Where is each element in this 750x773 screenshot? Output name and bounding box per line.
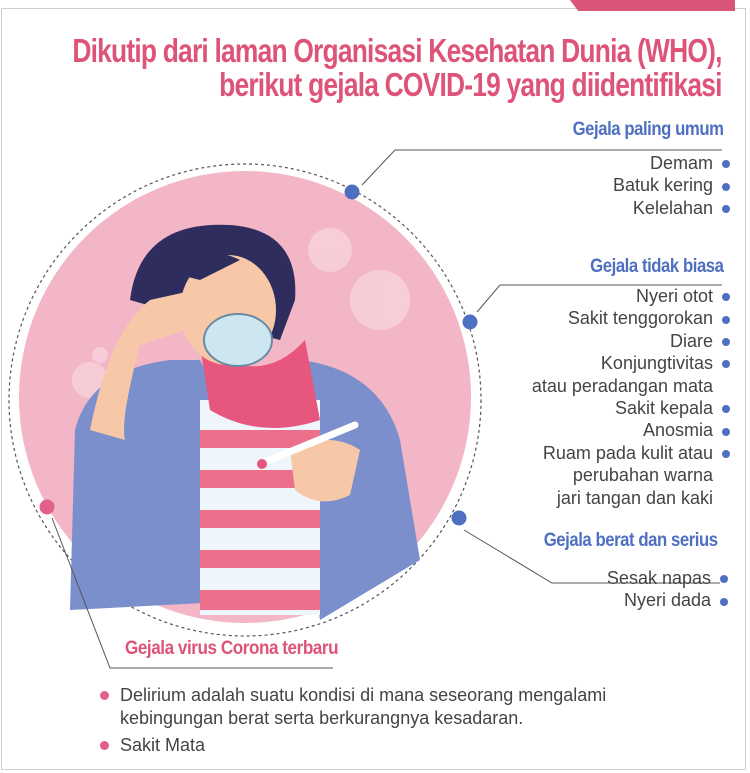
list-item: Sesak napas xyxy=(607,567,728,589)
list-item: Konjungtivitas xyxy=(532,352,730,374)
bullet-icon xyxy=(722,183,730,191)
dot-common xyxy=(345,185,360,200)
list-item: Demam xyxy=(613,152,730,174)
bullet-icon xyxy=(100,741,109,750)
bullet-icon xyxy=(100,691,109,700)
bullet-icon xyxy=(722,316,730,324)
list-item: Nyeri dada xyxy=(607,589,728,611)
bullet-icon xyxy=(722,405,730,413)
list-item: Anosmia xyxy=(532,419,730,441)
list-item: Sakit tenggorokan xyxy=(532,307,730,329)
list-item: Diare xyxy=(532,330,730,352)
list-item: Delirium adalah suatu kondisi di mana seseorang mengalami kebingungan berat serta berkurangnya kesadaran. xyxy=(100,684,660,730)
title-line-2: berikut gejala COVID-19 yang diidentifikasi xyxy=(219,66,722,103)
list-newest xyxy=(100,684,660,761)
bullet-icon xyxy=(722,428,730,436)
list-item: Sakit Mata xyxy=(100,734,660,757)
list-item-cont: atau peradangan mata xyxy=(531,375,713,396)
bullet-icon xyxy=(720,598,728,606)
title-line-1: Dikutip dari laman Organisasi Kesehatan Dunia (WHO), xyxy=(72,32,722,69)
heading-uncommon: Gejala tidak biasa xyxy=(590,256,724,277)
bullet-icon xyxy=(722,338,730,346)
bullet-icon xyxy=(722,205,730,213)
list-item: Kelelahan xyxy=(613,197,730,219)
list-severe xyxy=(607,567,728,612)
list-uncommon xyxy=(532,285,730,509)
bullet-icon xyxy=(720,575,728,583)
heading-common: Gejala paling umum xyxy=(573,119,724,140)
heading-severe: Gejala berat dan serius xyxy=(544,530,718,551)
face-mask xyxy=(204,314,272,366)
bullet-icon xyxy=(722,360,730,368)
list-item: Ruam pada kulit atau xyxy=(532,442,730,464)
list-item-cont: jari tangan dan kaki xyxy=(556,487,713,508)
dot-uncommon xyxy=(463,315,478,330)
list-item: Sakit kepala xyxy=(532,397,730,419)
dot-newest xyxy=(40,500,55,515)
list-item-cont: perubahan warna xyxy=(572,465,713,486)
list-common xyxy=(613,152,730,219)
heading-newest: Gejala virus Corona terbaru xyxy=(125,638,339,659)
bullet-icon xyxy=(722,293,730,301)
dot-severe xyxy=(452,511,467,526)
list-item: Nyeri otot xyxy=(532,285,730,307)
bullet-icon xyxy=(722,160,730,168)
list-item: Batuk kering xyxy=(613,174,730,196)
bullet-icon xyxy=(722,450,730,458)
